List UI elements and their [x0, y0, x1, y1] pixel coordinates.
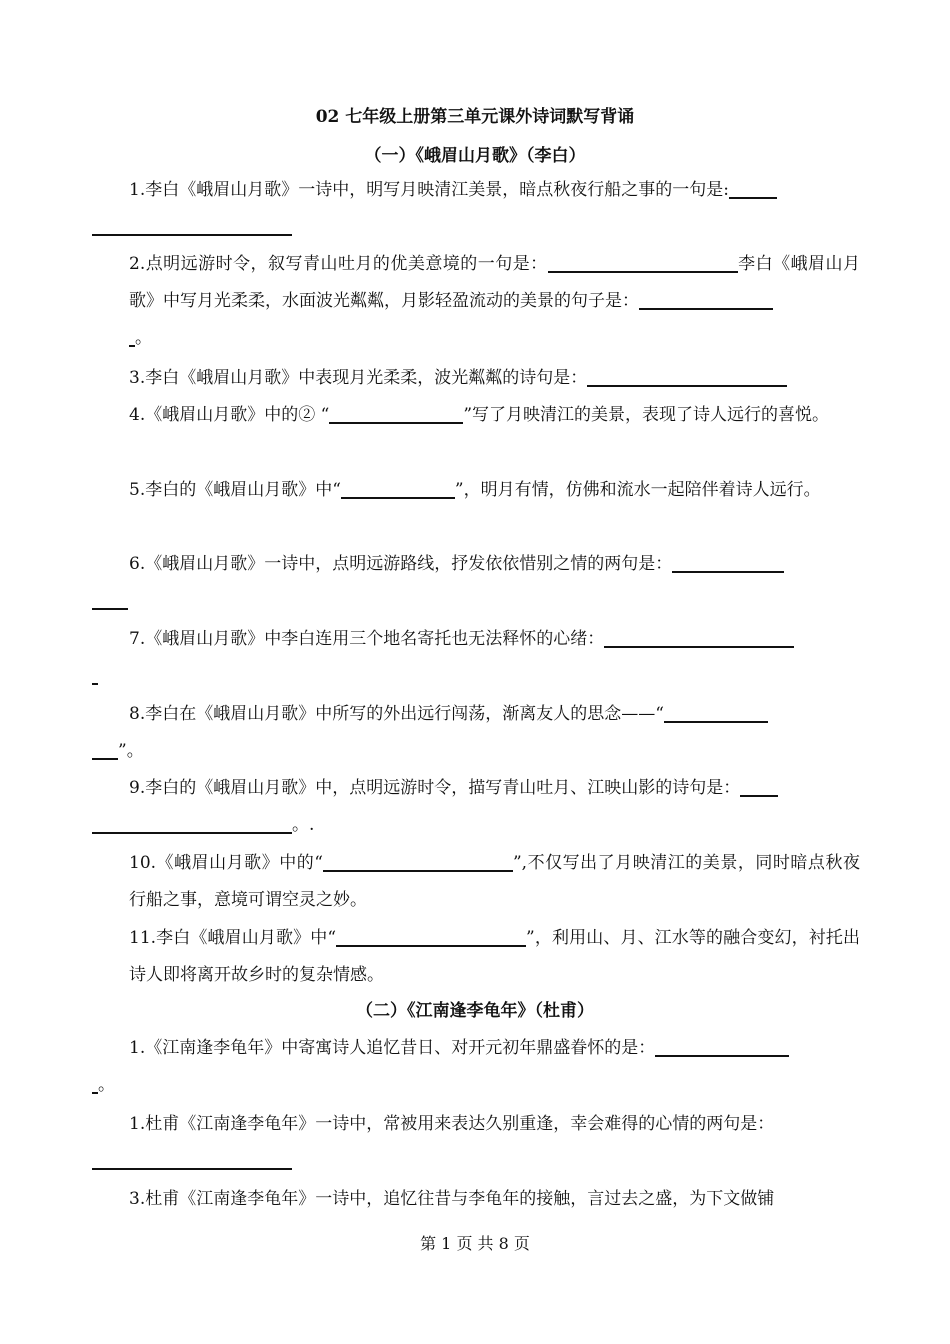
question-1-10 [92, 845, 860, 919]
question-1-4 [92, 397, 860, 434]
question-text: 5.李白的《峨眉山月歌》中“ [129, 480, 341, 500]
question-1-5 [92, 472, 860, 509]
answer-blank [336, 925, 526, 947]
question-text: 3.杜甫《江南逢李龟年》一诗中，追忆往昔与李龟年的接触，言过去之盛，为下文做铺 [129, 1189, 775, 1209]
question-2-1 [92, 1030, 860, 1104]
footer-page-number: 1 [441, 1234, 452, 1253]
answer-blank [672, 551, 784, 573]
question-text: 1.李白《峨眉山月歌》一诗中，明写月映清江美景，暗点秋夜行船之事的一句是: [129, 180, 729, 200]
question-text: 7.《峨眉山月歌》中李白连用三个地名寄托也无法释怀的心绪： [129, 629, 605, 649]
question-text: ”,不仅写出了月映清江的美景，同时暗点秋夜行船之事，意境可谓空灵之妙。 [129, 853, 860, 910]
question-1-7 [92, 621, 860, 695]
footer-middle: 页 共 [456, 1234, 494, 1253]
footer-total-pages: 8 [498, 1234, 509, 1253]
answer-blank [740, 775, 778, 797]
question-text: 1.《江南逢李龟年》中寄寓诗人追忆昔日、对开元初年鼎盛眷怀的是： [129, 1038, 656, 1058]
section-heading-1: （一）《峨眉山月歌》（李白） [364, 146, 586, 166]
question-2-2 [92, 1106, 860, 1180]
question-text: ”，明月有情，仿佛和流水一起陪伴着诗人远行。 [454, 480, 821, 500]
answer-blank [323, 850, 513, 872]
answer-blank [655, 1035, 789, 1057]
answer-blank [92, 214, 292, 236]
answer-blank [548, 251, 738, 273]
question-text: 9.李白的《峨眉山月歌》中，点明远游时令，描写青山吐月、江映山影的诗句是： [129, 778, 741, 798]
question-1-11 [92, 920, 860, 994]
question-text: 10.《峨眉山月歌》中的“ [129, 853, 323, 873]
page-footer [0, 1232, 950, 1256]
question-1-2 [92, 246, 860, 357]
question-text: 3.李白《峨眉山月歌》中表现月光柔柔，波光粼粼的诗句是： [129, 368, 588, 388]
question-text: 4.《峨眉山月歌》中的② “ [129, 405, 330, 425]
answer-blank [92, 588, 128, 610]
answer-blank [664, 701, 768, 723]
question-text: 2.点明远游时令，叙写青山吐月的优美意境的一句是： [129, 254, 548, 274]
question-1-9 [92, 770, 860, 844]
question-text: 。. [292, 815, 315, 835]
question-text: ”写了月映清江的美景，表现了诗人远行的喜悦。 [463, 405, 830, 425]
section-heading-2: （二）《江南逢李龟年》（杜甫） [356, 1001, 594, 1021]
footer-suffix: 页 [513, 1234, 530, 1253]
answer-blank [329, 402, 463, 424]
question-1-3 [92, 360, 860, 397]
answer-blank [341, 477, 455, 499]
question-text: ”。 [118, 741, 144, 761]
footer-prefix: 第 [420, 1234, 437, 1253]
question-1-1 [92, 172, 860, 246]
answer-blank [92, 663, 98, 685]
question-text: 1.杜甫《江南逢李龟年》一诗中，常被用来表达久别重逢，幸会难得的心情的两句是： [129, 1114, 775, 1134]
answer-blank [639, 288, 773, 310]
answer-blank [92, 1148, 292, 1170]
question-text: 6.《峨眉山月歌》一诗中，点明远游路线，抒发依依惜别之情的两句是： [129, 554, 673, 574]
question-text: 。 [98, 1075, 115, 1095]
question-text: 。 [135, 328, 152, 348]
question-1-6 [92, 546, 860, 620]
document-title: 02 七年级上册第三单元课外诗词默写背诵 [315, 107, 635, 127]
answer-blank [729, 177, 777, 199]
question-2-3 [92, 1181, 860, 1218]
answer-blank [92, 738, 118, 760]
question-text: ”，利用山、月、江水等的融合变幻，衬托出诗人即将离开故乡时的复杂情感。 [129, 928, 860, 985]
question-1-8 [92, 696, 860, 770]
question-text: 11.李白《峨眉山月歌》中“ [129, 928, 337, 948]
question-text: 8.李白在《峨眉山月歌》中所写的外出远行闯荡，渐离友人的思念——“ [129, 704, 664, 724]
answer-blank [92, 812, 292, 834]
answer-blank [604, 626, 794, 648]
answer-blank [587, 365, 787, 387]
question-text: 李白《峨眉山月歌》中写月光柔柔，水面波光粼粼，月影轻盈流动的美景的句子是： [129, 254, 861, 311]
